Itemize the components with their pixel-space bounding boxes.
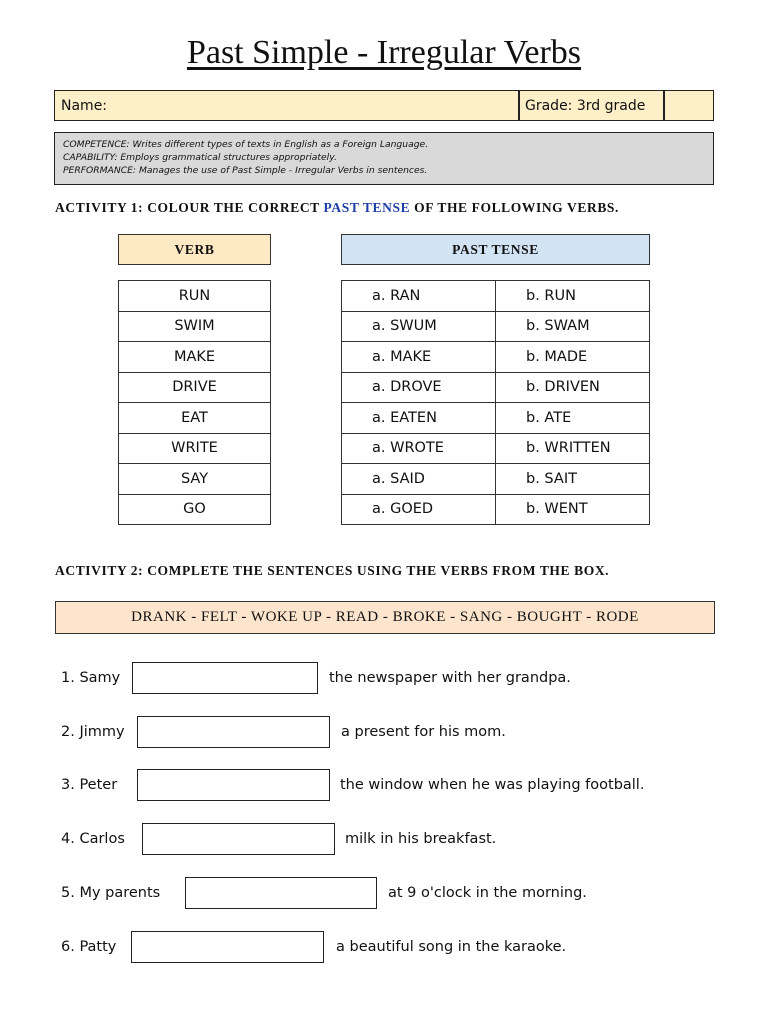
option-a-cell[interactable]: a. DROVE [342, 372, 496, 403]
option-a-cell[interactable]: a. WROTE [342, 433, 496, 464]
divider [663, 91, 665, 120]
sentence-rest: milk in his breakfast. [345, 831, 497, 847]
option-a-cell[interactable]: a. MAKE [342, 342, 496, 373]
verb-row [119, 342, 271, 373]
instruction-text: OF THE FOLLOWING VERBS. [410, 200, 620, 215]
sentence-rest: at 9 o'clock in the morning. [388, 885, 587, 901]
sentence-rest: the window when he was playing football. [340, 777, 645, 793]
page-title: Past Simple - Irregular Verbs [186, 34, 582, 71]
sentence-subject: 4. Carlos [61, 831, 125, 847]
student-info-bar [54, 90, 714, 121]
option-a-cell[interactable]: a. SWUM [342, 311, 496, 342]
sentence-rest: a present for his mom. [341, 724, 506, 740]
tense-row [342, 281, 650, 312]
name-label: Name: [61, 97, 108, 114]
activity2-instruction: ACTIVITY 2: COMPLETE THE SENTENCES USING THE VERBS FROM THE BOX. [55, 563, 610, 578]
option-a-cell[interactable]: a. GOED [342, 494, 496, 525]
sentence-rest: the newspaper with her grandpa. [329, 670, 571, 686]
verb-table [118, 280, 271, 525]
capability-line: CAPABILITY: Employs grammatical structures appropriately. [63, 152, 337, 163]
competence-line: COMPETENCE: Writes different types of texts in English as a Foreign Language. [63, 139, 429, 150]
option-a-cell[interactable]: a. SAID [342, 464, 496, 495]
verb-column-header: VERB [118, 234, 271, 265]
option-b-cell[interactable]: b. WENT [496, 494, 650, 525]
sentence-subject: 6. Patty [61, 939, 117, 955]
verb-cell: SAY [119, 464, 271, 495]
answer-blank[interactable] [131, 931, 324, 963]
grade-label: Grade: 3rd grade [525, 97, 646, 114]
past-tense-table [341, 280, 650, 525]
option-b-cell[interactable]: b. MADE [496, 342, 650, 373]
answer-blank[interactable] [137, 716, 330, 748]
instruction-highlight: PAST TENSE [323, 200, 411, 215]
verb-row [119, 433, 271, 464]
verb-row [119, 403, 271, 434]
activity1-instruction [55, 200, 619, 216]
divider [518, 91, 520, 120]
verb-cell: RUN [119, 281, 271, 312]
tense-row [342, 342, 650, 373]
sentence-subject: 5. My parents [61, 885, 161, 901]
competence-box [54, 132, 714, 185]
tense-row [342, 311, 650, 342]
verb-row [119, 372, 271, 403]
option-b-cell[interactable]: b. DRIVEN [496, 372, 650, 403]
option-b-cell[interactable]: b. SAIT [496, 464, 650, 495]
option-b-cell[interactable]: b. WRITTEN [496, 433, 650, 464]
verb-cell: GO [119, 494, 271, 525]
verb-row [119, 281, 271, 312]
sentence-subject: 2. Jimmy [61, 724, 125, 740]
sentence-subject: 3. Peter [61, 777, 118, 793]
verb-cell: MAKE [119, 342, 271, 373]
verb-cell: EAT [119, 403, 271, 434]
tense-row [342, 403, 650, 434]
answer-blank[interactable] [137, 769, 330, 801]
instruction-text: ACTIVITY 1: COLOUR THE CORRECT [55, 200, 324, 215]
tense-row [342, 433, 650, 464]
tense-row [342, 372, 650, 403]
verb-row [119, 311, 271, 342]
option-a-cell[interactable]: a. EATEN [342, 403, 496, 434]
tense-row [342, 464, 650, 495]
option-b-cell[interactable]: b. SWAM [496, 311, 650, 342]
verb-row [119, 464, 271, 495]
option-a-cell[interactable]: a. RAN [342, 281, 496, 312]
answer-blank[interactable] [132, 662, 318, 694]
performance-line: PERFORMANCE: Manages the use of Past Simple - Irregular Verbs in sentences. [63, 165, 428, 176]
tense-row [342, 494, 650, 525]
past-tense-column-header: PAST TENSE [341, 234, 650, 265]
option-b-cell[interactable]: b. RUN [496, 281, 650, 312]
word-box: DRANK - FELT - WOKE UP - READ - BROKE - SANG - BOUGHT - RODE [55, 601, 715, 634]
verb-cell: DRIVE [119, 372, 271, 403]
sentence-subject: 1. Samy [61, 670, 121, 686]
answer-blank[interactable] [185, 877, 377, 909]
verb-row [119, 494, 271, 525]
verb-cell: WRITE [119, 433, 271, 464]
option-b-cell[interactable]: b. ATE [496, 403, 650, 434]
sentence-rest: a beautiful song in the karaoke. [336, 939, 567, 955]
verb-cell: SWIM [119, 311, 271, 342]
answer-blank[interactable] [142, 823, 335, 855]
